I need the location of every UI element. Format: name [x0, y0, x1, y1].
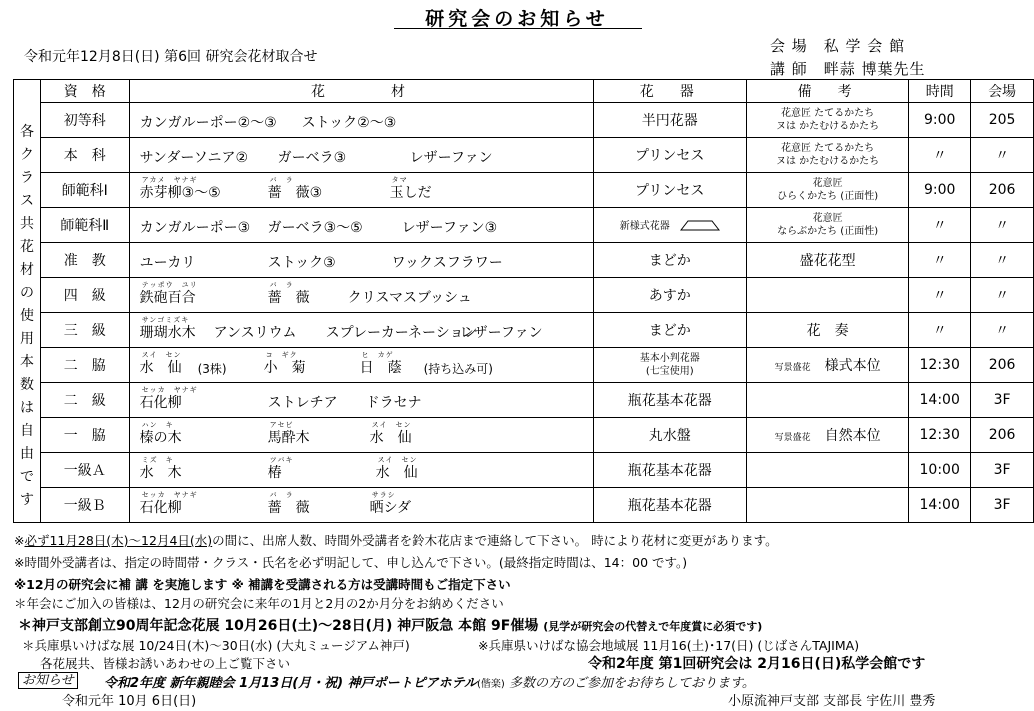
material-item: (3株) [197, 362, 227, 376]
material-item: レザーファン [409, 150, 493, 166]
material-item: サンダーソニア② [139, 150, 249, 166]
table-row [14, 278, 1034, 313]
materials-list [130, 383, 593, 417]
table-row [14, 243, 1034, 278]
material-item: 薔 薇 [267, 290, 310, 306]
header-hall: 会場 [971, 80, 1034, 103]
material-item: カンガルーポー③ [139, 220, 251, 236]
time-cell: 12:30 [909, 418, 971, 453]
material-item: 珊瑚水木 [139, 325, 196, 341]
material-item: ユーカリ [139, 255, 196, 271]
material-item: 鉄砲百合 [139, 290, 196, 306]
material-item: アンスリウム [213, 325, 297, 341]
note-next-meeting: 令和2年度 第1回研究会は 2月16日(日)私学会館です [588, 656, 926, 672]
materials-list [130, 453, 593, 487]
vase-cell [593, 348, 746, 383]
class-cell: 師範科Ⅱ [40, 208, 129, 243]
note-cell [746, 173, 908, 208]
material-item: 水 仙 [369, 430, 412, 446]
vase-name: 新様式花器 [619, 221, 670, 232]
vase-cell [593, 208, 746, 243]
party-post: 多数の方のご参加をお待ちしております。 [504, 676, 755, 691]
note-hyogo-exhibition: ＊兵庫県いけばな展 10/24日(木)～30日(水) (大丸ミュージアム神戸) [22, 638, 410, 653]
vase-cell [593, 488, 746, 523]
note-cell [746, 453, 908, 488]
material-reading: セッカ ヤナギ [141, 491, 198, 499]
header-time: 時間 [909, 80, 971, 103]
vase-name: 丸水盤 [648, 428, 691, 444]
hall-cell: 205 [971, 103, 1034, 138]
vase-name: 瓶花基本花器 [627, 463, 712, 479]
material-item: 馬酔木 [267, 430, 310, 446]
note-deadline-text: の間に、出席人数、時間外受講者を鈴木花店まで連絡して下さい。 時により花材に変更があります。 [212, 533, 778, 548]
class-cell: 准 教 [40, 243, 129, 278]
note-text: 自然本位 [824, 428, 881, 444]
material-reading: テッポウ ユリ [141, 281, 198, 289]
material-item: 椿 [267, 465, 282, 481]
note-deadline [14, 531, 778, 549]
note-makeup-class: ※12月の研究会に補 講 を実施します ※ 補講を受講される方は受講時間もご指定下さい [14, 577, 511, 592]
table-row [14, 103, 1034, 138]
hall-cell: 〃 [971, 138, 1034, 173]
header-materials: 花 材 [129, 80, 593, 103]
side-label-text: 各 ク ラ ス 共 花 材 の 使 用 本 数 は 自 由 で す [19, 123, 34, 508]
vase-name: 半円花器 [641, 113, 698, 129]
table-row [14, 418, 1034, 453]
note-cell [746, 103, 908, 138]
class-cell: 一級Ａ [40, 453, 129, 488]
hall-cell: 206 [971, 348, 1034, 383]
note-small: 写景盛花 [774, 433, 811, 443]
material-reading: サラシ [371, 491, 396, 499]
vase-name: プリンセス [634, 183, 705, 199]
table-row [14, 383, 1034, 418]
material-item: カンガルーポー②～③ [139, 115, 277, 131]
materials-list [130, 313, 593, 347]
material-item: ドラセナ [365, 395, 422, 411]
table-row [14, 453, 1034, 488]
note-cell [746, 383, 908, 418]
note-new-year-party [104, 672, 755, 691]
note-text: 花 奏 [806, 323, 849, 339]
materials-cell [129, 313, 593, 348]
note-line: ヌは かたむけるかたち [776, 156, 880, 167]
note-line: 花意匠 たてるかたち [781, 143, 875, 154]
note-off-hours: ※時間外受講者は、指定の時間帯・クラス・氏名を必ず明記して、申し込んで下さい。(最終指定時間は、14：00 です。) [14, 555, 688, 570]
materials-cell [129, 453, 593, 488]
materials-cell [129, 243, 593, 278]
material-item: レザーファン③ [401, 220, 498, 236]
materials-cell [129, 383, 593, 418]
time-cell: 〃 [909, 313, 971, 348]
header-note: 備 考 [746, 80, 908, 103]
material-reading: サンゴミズキ [141, 316, 190, 324]
material-item: (持ち込み可) [423, 362, 493, 376]
note-annual-fee: ＊年会にご加入の皆様は、12月の研究会に来年の1月と2月の2か月分をお納めください [14, 596, 504, 611]
material-item: 水 仙 [375, 465, 418, 481]
material-item: ストック②～③ [301, 115, 397, 131]
materials-list [130, 103, 593, 137]
material-item: 石化柳 [139, 500, 182, 516]
material-reading: ツバキ [269, 456, 294, 464]
header-class: 資 格 [40, 80, 129, 103]
material-item: ストック③ [267, 255, 336, 271]
material-item: 薔 薇③ [267, 185, 323, 201]
note-invitation: 各花展共、皆様お誘いあわせの上ご覧下さい [40, 656, 291, 671]
material-reading: バ ラ [269, 491, 294, 499]
vase-name: あすか [648, 288, 691, 304]
header-vase: 花 器 [593, 80, 746, 103]
material-item: ガーベラ③～⑤ [267, 220, 363, 236]
material-item: 小 菊 [263, 360, 306, 376]
material-item: 晒シダ [369, 500, 412, 516]
note-line: ヌは かたむけるかたち [776, 121, 880, 132]
page-title: 研究会のお知らせ [425, 8, 609, 30]
note-cell [746, 313, 908, 348]
time-cell: 10:00 [909, 453, 971, 488]
title-underline [394, 28, 642, 29]
table-row [14, 138, 1034, 173]
vase-cell [593, 278, 746, 313]
time-cell: 〃 [909, 208, 971, 243]
issue-date: 令和元年 10月 6日(日) [62, 694, 197, 709]
hall-cell: 3F [971, 453, 1034, 488]
table-row [14, 208, 1034, 243]
material-reading: ハン キ [141, 421, 174, 429]
vase-name: プリンセス [634, 148, 705, 164]
vase-cell [593, 138, 746, 173]
materials-cell [129, 418, 593, 453]
time-cell: 9:00 [909, 103, 971, 138]
note-cell [746, 208, 908, 243]
class-cell: 本 科 [40, 138, 129, 173]
class-cell: 初等科 [40, 103, 129, 138]
note-cell [746, 278, 908, 313]
note-line: 花意匠 [812, 178, 843, 189]
materials-cell [129, 348, 593, 383]
time-cell: 14:00 [909, 488, 971, 523]
note-text: 盛花花型 [799, 253, 856, 269]
note-line: ならぶかたち (正面性) [777, 226, 879, 237]
venue: 会 場 私 学 会 館 [770, 37, 906, 55]
vase-cell [593, 453, 746, 488]
material-reading: アカメ ヤナギ [141, 176, 198, 184]
notice-label: お知らせ [18, 672, 78, 689]
material-item: ガーベラ③ [277, 150, 347, 166]
hall-cell: 3F [971, 383, 1034, 418]
material-reading: バ ラ [269, 281, 294, 289]
schedule-table [13, 79, 1034, 523]
materials-list [130, 173, 593, 207]
material-item: 水 仙 [139, 360, 182, 376]
note-line: 花意匠 [812, 213, 843, 224]
class-cell: 四 級 [40, 278, 129, 313]
table-row [14, 313, 1034, 348]
materials-cell [129, 488, 593, 523]
vase-cell [593, 173, 746, 208]
materials-list [130, 418, 593, 452]
material-reading: アセビ [269, 421, 294, 429]
materials-cell [129, 278, 593, 313]
materials-list [130, 243, 593, 277]
note-anniversary-exhibition [18, 615, 762, 635]
material-item: 石化柳 [139, 395, 182, 411]
note-regional-exhibition: ※兵庫県いけばな協会地域展 11月16(土)･17(日) (じばさんTAJIMA) [478, 638, 860, 653]
vase-name: まどか [648, 253, 691, 269]
materials-list [130, 348, 593, 382]
vase-cell [593, 418, 746, 453]
table-row [14, 488, 1034, 523]
hall-cell: 〃 [971, 208, 1034, 243]
material-item: 赤芽柳③～⑤ [139, 185, 221, 201]
material-item: 水 木 [139, 465, 182, 481]
note-small: 写景盛花 [774, 363, 811, 373]
time-cell: 14:00 [909, 383, 971, 418]
material-item: レザーファン [459, 325, 543, 341]
materials-cell [129, 173, 593, 208]
lecturer: 講 師 畔蒜 博葉先生 [770, 60, 926, 78]
materials-cell [129, 138, 593, 173]
material-item: ワックスフラワー [391, 255, 503, 271]
note-line: 花意匠 たてるかたち [781, 108, 875, 119]
vase-cell [593, 313, 746, 348]
vase-name: 瓶花基本花器 [627, 393, 712, 409]
time-cell: 9:00 [909, 173, 971, 208]
hall-cell: 〃 [971, 278, 1034, 313]
vase-line: (七宝使用) [645, 366, 694, 377]
note-text: 様式本位 [824, 358, 881, 374]
material-item: 玉しだ [389, 185, 432, 201]
class-cell: 一 脇 [40, 418, 129, 453]
material-reading: スイ セン [371, 421, 412, 429]
class-cell: 師範科Ⅰ [40, 173, 129, 208]
party-main: 令和2年度 新年親睦会 1月13日(月・祝) 神戸ポートピアホテル [104, 676, 477, 691]
hall-cell: 3F [971, 488, 1034, 523]
materials-list [130, 208, 593, 242]
note-cell [746, 418, 908, 453]
vase-name: まどか [648, 323, 691, 339]
material-item: 榛の木 [139, 430, 182, 446]
material-reading: ヒ カゲ [361, 351, 394, 359]
note-deadline-dates: 必ず11月28日(木)～12月4日(水) [24, 533, 213, 548]
hall-cell: 206 [971, 173, 1034, 208]
table-row [14, 348, 1034, 383]
material-item: スプレーカーネーション [325, 325, 478, 341]
material-reading: タマ [391, 176, 408, 184]
material-reading: バ ラ [269, 176, 294, 184]
vase-line: 基本小判花器 [639, 353, 700, 364]
material-reading: ミズ キ [141, 456, 174, 464]
time-cell: 〃 [909, 278, 971, 313]
hall-cell: 〃 [971, 313, 1034, 348]
note-cell [746, 243, 908, 278]
side-label [14, 80, 41, 523]
vase-cell [593, 383, 746, 418]
note-cell [746, 348, 908, 383]
material-reading: セッカ ヤナギ [141, 386, 198, 394]
vase-cell [593, 243, 746, 278]
material-reading: コ ギク [265, 351, 298, 359]
note-cell [746, 138, 908, 173]
note-deadline-prefix: ※ [14, 533, 25, 548]
material-item: 日 蔭 [359, 360, 402, 376]
materials-list [130, 488, 593, 522]
anniversary-main: ＊神戸支部創立90周年記念花展 10月26日(土)～28日(月) 神戸阪急 本館 9F催場 [18, 618, 539, 634]
class-cell: 二 脇 [40, 348, 129, 383]
materials-cell [129, 103, 593, 138]
material-item: ストレチア [267, 395, 338, 411]
material-item: クリスマスブッシュ [347, 290, 472, 306]
materials-cell [129, 208, 593, 243]
class-cell: 三 級 [40, 313, 129, 348]
materials-list [130, 278, 593, 312]
time-cell: 〃 [909, 243, 971, 278]
signature: 小原流神戸支部 支部長 宇佐川 豊秀 [728, 694, 936, 709]
vase-shape-icon [680, 219, 720, 231]
vase-name: 瓶花基本花器 [627, 498, 712, 514]
table-row [14, 173, 1034, 208]
hall-cell: 206 [971, 418, 1034, 453]
class-cell: 一級Ｂ [40, 488, 129, 523]
anniversary-sub: (見学が研究会の代替えで年度賞に必須です) [543, 620, 763, 633]
note-cell [746, 488, 908, 523]
time-cell: 12:30 [909, 348, 971, 383]
time-cell: 〃 [909, 138, 971, 173]
note-line: ひらくかたち (正面性) [777, 191, 879, 202]
material-reading: スイ セン [141, 351, 182, 359]
vase-cell [593, 103, 746, 138]
table-header-row [14, 80, 1034, 103]
party-sub: (偕楽) [477, 679, 505, 690]
material-reading: スイ セン [377, 456, 418, 464]
hall-cell: 〃 [971, 243, 1034, 278]
material-item: 薔 薇 [267, 500, 310, 516]
meeting-date: 令和元年12月8日(日) 第6回 研究会花材取合せ [24, 49, 318, 65]
class-cell: 二 級 [40, 383, 129, 418]
materials-list [130, 138, 593, 172]
